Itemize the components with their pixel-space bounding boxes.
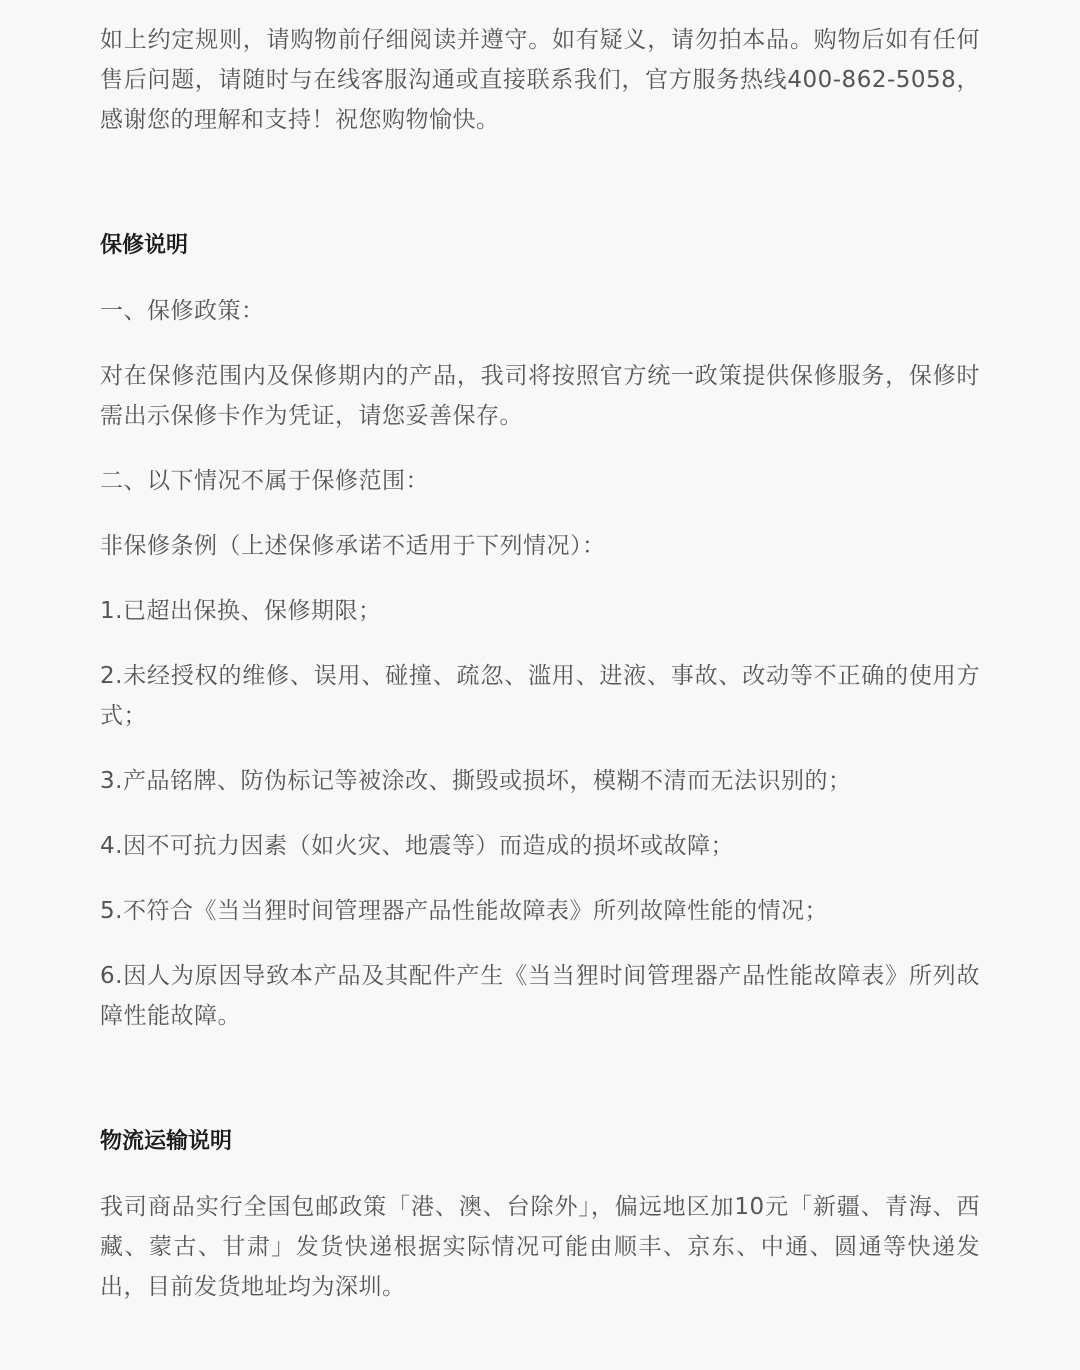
warranty-title: 保修说明: [100, 233, 189, 258]
warranty-item: 1.已超出保换、保修期限；: [100, 598, 382, 624]
document-body: [100, 20, 980, 1307]
warranty-policy-heading: 一、保修政策：: [100, 298, 265, 324]
warranty-item: 4.因不可抗力因素（如火灾、地震等）而造成的损坏或故障；: [100, 833, 734, 859]
warranty-item: 3.产品铭牌、防伪标记等被涂改、撕毁或损坏，模糊不清而无法识别的；: [100, 768, 852, 794]
intro-paragraph: 如上约定规则，请购物前仔细阅读并遵守。如有疑义，请勿拍本品。购物后如有任何售后问题，请随时与在线客服沟通或直接联系我们，官方服务热线400-862-5058，感谢您的理解和支持！祝您购物愉快。: [100, 27, 980, 133]
warranty-item: 5.不符合《当当狸时间管理器产品性能故障表》所列故障性能的情况；: [100, 898, 828, 924]
warranty-policy-text: 对在保修范围内及保修期内的产品，我司将按照官方统一政策提供保修服务，保修时需出示保修卡作为凭证，请您妥善保存。: [100, 363, 980, 429]
logistics-title: 物流运输说明: [100, 1129, 233, 1154]
logistics-text: 我司商品实行全国包邮政策「港、澳、台除外」，偏远地区加10元「新疆、青海、西藏、蒙古、甘肃」发货快递根据实际情况可能由顺丰、京东、中通、圆通等快递发出，目前发货地址均为深圳。: [100, 1194, 980, 1300]
warranty-item: 2.未经授权的维修、误用、碰撞、疏忽、滥用、进液、事故、改动等不正确的使用方式；: [100, 663, 980, 729]
warranty-exclusion-heading: 二、以下情况不属于保修范围：: [100, 468, 429, 494]
warranty-exclusion-intro: 非保修条例（上述保修承诺不适用于下列情况）：: [100, 533, 606, 559]
warranty-item: 6.因人为原因导致本产品及其配件产生《当当狸时间管理器产品性能故障表》所列故障性能故障。: [100, 963, 980, 1029]
